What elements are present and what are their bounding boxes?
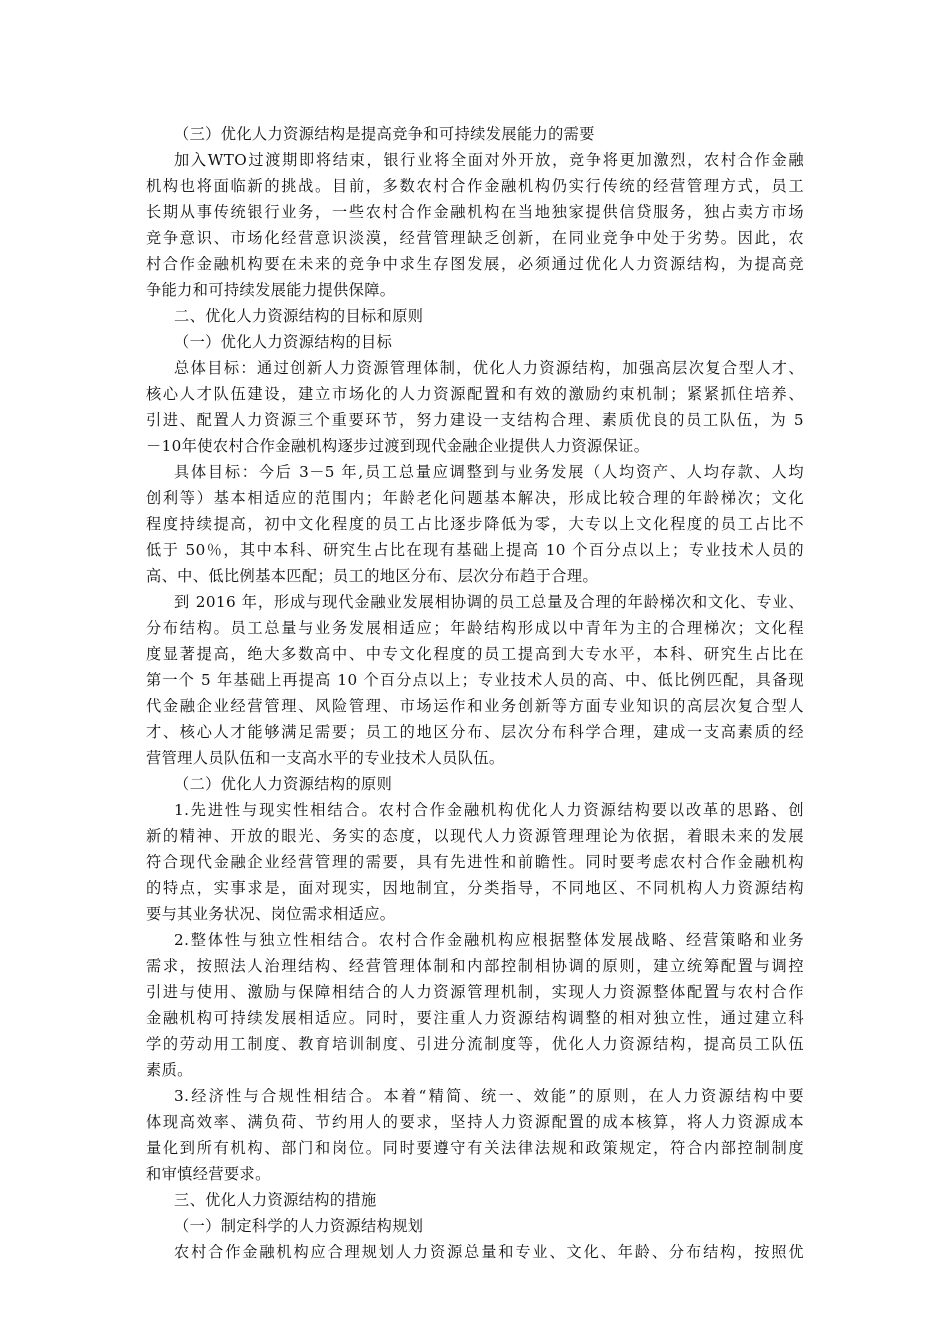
paragraph-line: 需求，按照法人治理结构、经营管理体制和内部控制相协调的原则，建立统筹配置与调控 <box>146 957 804 975</box>
paragraph-line: 核心人才队伍建设，建立市场化的人力资源配置和有效的激励约束机制；紧紧抓住培养、 <box>146 385 804 403</box>
subsection-heading: （一）优化人力资源结构的目标 <box>174 333 393 351</box>
subsection-heading: （一）制定科学的人力资源结构规划 <box>174 1217 424 1235</box>
paragraph-line: 符合现代金融企业经营管理的需要，具有先进性和前瞻性。同时要考虑农村合作金融机构 <box>146 853 804 871</box>
paragraph-line: 农村合作金融机构应合理规划人力资源总量和专业、文化、年龄、分布结构，按照优 <box>174 1243 804 1261</box>
paragraph-line: 低于 50％，其中本科、研究生占比在现有基础上提高 10 个百分点以上；专业技术人员的 <box>146 541 804 559</box>
paragraph-line: 度显著提高，绝大多数高中、中专文化程度的员工提高到大专水平，本科、研究生占比在 <box>146 645 804 663</box>
paragraph-line: 2.整体性与独立性相结合。农村合作金融机构应根据整体发展战略、经营策略和业务 <box>174 931 804 949</box>
paragraph-line: 引进与使用、激励与保障相结合的人力资源管理机制，实现人力资源整体配置与农村合作 <box>146 983 804 1001</box>
paragraph-line: 程度持续提高，初中文化程度的员工占比逐步降低为零，大专以上文化程度的员工占比不 <box>146 515 804 533</box>
paragraph-line: 引进、配置人力资源三个重要环节，努力建设一支结构合理、素质优良的员工队伍，为 5 <box>146 411 804 429</box>
paragraph-line: 金融机构可持续发展相适应。同时，要注重人力资源结构调整的相对独立性，通过建立科 <box>146 1009 804 1027</box>
paragraph-line: 体现高效率、满负荷、节约用人的要求，坚持人力资源配置的成本核算，将人力资源成本 <box>146 1113 804 1131</box>
paragraph-line: 争能力和可持续发展能力提供保障。 <box>146 281 396 299</box>
paragraph-line: 3.经济性与合规性相结合。本着“精简、统一、效能”的原则，在人力资源结构中要 <box>174 1087 804 1105</box>
paragraph-line: 具体目标：今后 3－5 年,员工总量应调整到与业务发展（人均资产、人均存款、人均 <box>174 463 804 481</box>
paragraph-line: 村合作金融机构要在未来的竞争中求生存图发展，必须通过优化人力资源结构，为提高竞 <box>146 255 804 273</box>
paragraph-line: 分布结构。员工总量与业务发展相适应；年龄结构形成以中青年为主的合理梯次；文化程 <box>146 619 804 637</box>
paragraph-line: 第一个 5 年基础上再提高 10 个百分点以上；专业技术人员的高、中、低比例匹配，具备现 <box>146 671 804 689</box>
paragraph-line: 竞争意识、市场化经营意识淡漠，经营管理缺乏创新，在同业竞争中处于劣势。因此，农 <box>146 229 804 247</box>
paragraph-line: 代金融企业经营管理、风险管理、市场运作和业务创新等方面专业知识的高层次复合型人 <box>146 697 804 715</box>
document-body <box>146 121 804 1265</box>
paragraph-line: 总体目标：通过创新人力资源管理体制，优化人力资源结构，加强高层次复合型人才、 <box>174 359 804 377</box>
paragraph-line: 机构也将面临新的挑战。目前，多数农村合作金融机构仍实行传统的经营管理方式，员工 <box>146 177 804 195</box>
paragraph-line: 才、核心人才能够满足需要；员工的地区分布、层次分布科学合理，建成一支高素质的经 <box>146 723 804 741</box>
subsection-heading: （三）优化人力资源结构是提高竞争和可持续发展能力的需要 <box>174 125 595 143</box>
paragraph-line: 量化到所有机构、部门和岗位。同时要遵守有关法律法规和政策规定，符合内部控制制度 <box>146 1139 804 1157</box>
paragraph-line: 到 2016 年，形成与现代金融业发展相协调的员工总量及合理的年龄梯次和文化、专业、 <box>174 593 804 611</box>
section-heading: 三、优化人力资源结构的措施 <box>174 1191 377 1209</box>
paragraph-line: 1.先进性与现实性相结合。农村合作金融机构优化人力资源结构要以改革的思路、创 <box>174 801 804 819</box>
paragraph-line: 创利等）基本相适应的范围内；年龄老化问题基本解决，形成比较合理的年龄梯次；文化 <box>146 489 804 507</box>
section-heading: 二、优化人力资源结构的目标和原则 <box>174 307 424 325</box>
paragraph-line: 营管理人员队伍和一支高水平的专业技术人员队伍。 <box>146 749 505 767</box>
paragraph-line: 的特点，实事求是，面对现实，因地制宜，分类指导，不同地区、不同机构人力资源结构 <box>146 879 804 897</box>
paragraph-line: 学的劳动用工制度、教育培训制度、引进分流制度等，优化人力资源结构，提高员工队伍 <box>146 1035 804 1053</box>
paragraph-line: 要与其业务状况、岗位需求相适应。 <box>146 905 396 923</box>
paragraph-line: －10年使农村合作金融机构逐步过渡到现代金融企业提供人力资源保证。 <box>146 437 650 455</box>
paragraph-line: 加入WTO过渡期即将结束，银行业将全面对外开放，竞争将更加激烈，农村合作金融 <box>174 151 804 169</box>
subsection-heading: （二）优化人力资源结构的原则 <box>174 775 393 793</box>
paragraph-line: 长期从事传统银行业务，一些农村合作金融机构在当地独家提供信贷服务，独占卖方市场 <box>146 203 804 221</box>
paragraph-line: 新的精神、开放的眼光、务实的态度，以现代人力资源管理理论为依据，着眼未来的发展 <box>146 827 804 845</box>
paragraph-line: 和审慎经营要求。 <box>146 1165 271 1183</box>
paragraph-line: 素质。 <box>146 1061 193 1079</box>
paragraph-line: 高、中、低比例基本匹配；员工的地区分布、层次分布趋于合理。 <box>146 567 599 585</box>
